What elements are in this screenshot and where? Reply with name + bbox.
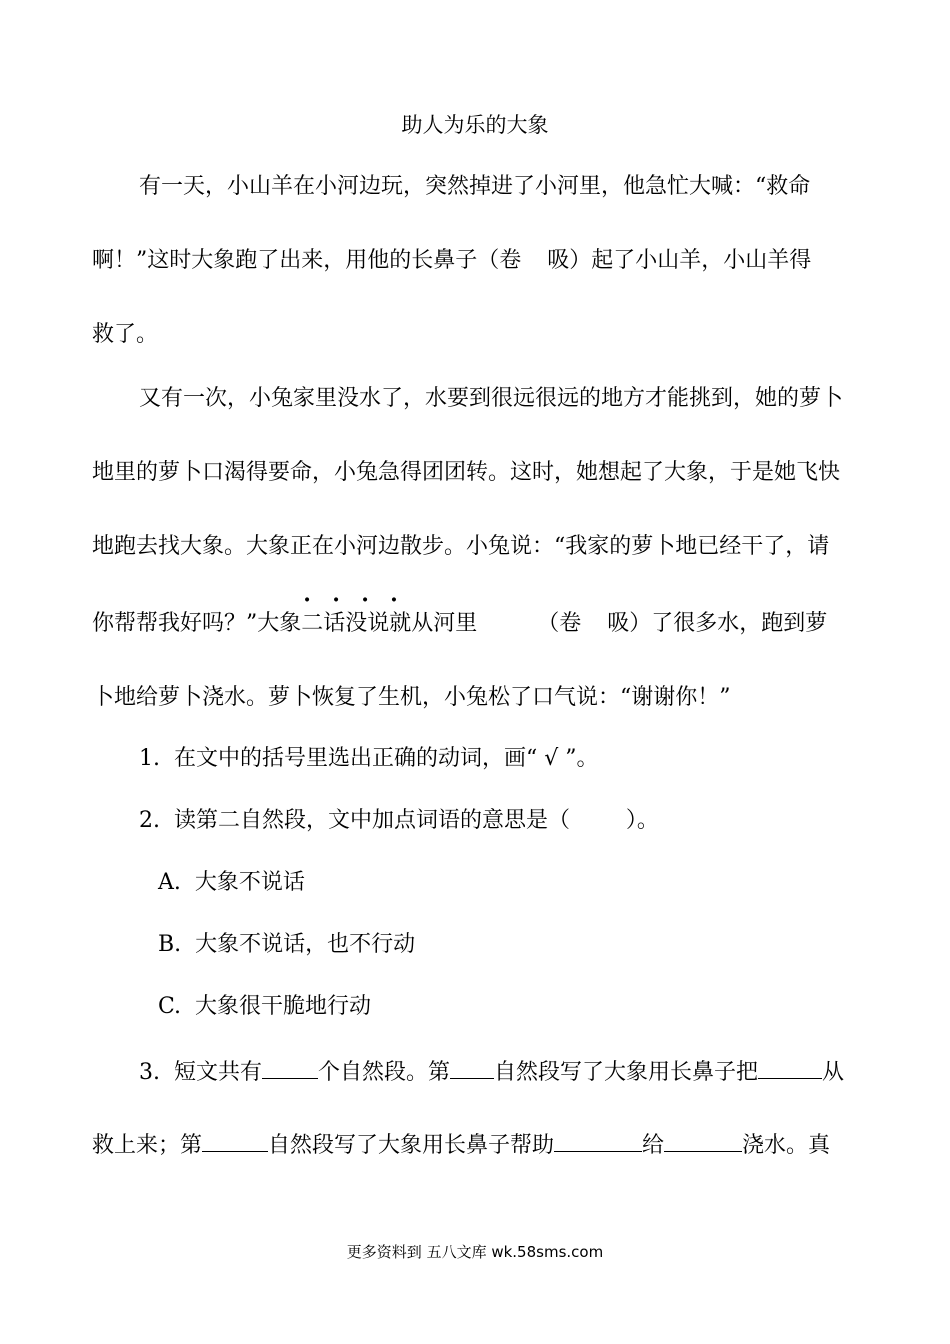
question-3-text5: 救上来；第 (92, 1133, 203, 1158)
paragraph1-line3: 救了。 (92, 322, 159, 347)
option-a: A. 大象不说话 (158, 870, 305, 895)
question-3-text7: 给 (642, 1133, 665, 1158)
paragraph2-line4-part4: 吸）了很多水，跑到萝 (607, 611, 828, 636)
option-c: C. 大象很干脆地行动 (158, 994, 372, 1019)
paragraph2-line1: 又有一次，小兔家里没水了，水要到很远很远的地方才能挑到，她的萝卜 (139, 386, 844, 411)
question-3-text8: 浇水。真 (742, 1133, 831, 1158)
answer-blank[interactable] (758, 1056, 822, 1079)
question-3-line1 (139, 1056, 844, 1088)
paragraph2-line4-part3: （卷 (537, 611, 582, 636)
answer-blank[interactable] (202, 1129, 268, 1152)
question-2: 2. 读第二自然段，文中加点词语的意思是（ ）。 (139, 808, 659, 833)
question-3-text1: 3. 短文共有 (139, 1060, 262, 1085)
answer-blank[interactable] (450, 1056, 494, 1079)
paragraph1-line2-part2: 吸）起了小山羊，小山羊得 (547, 248, 812, 273)
question-3-text2: 个自然段。第 (317, 1060, 450, 1085)
paragraph2-line5: 卜地给萝卜浇水。萝卜恢复了生机，小兔松了口气说：“谢谢你！” (92, 685, 731, 710)
emphasized-phrase: · · 二话没说 (301, 609, 389, 639)
paragraph1-line2 (92, 246, 811, 276)
paragraph1-line2-part1: 啊！”这时大象跑了出来，用他的长鼻子（卷 (92, 248, 522, 273)
paragraph2-line4-part1: 你帮帮我好吗？”大象 (92, 611, 302, 636)
paragraph2-line4-part2: 就从河里 (389, 611, 478, 636)
answer-blank[interactable] (262, 1056, 318, 1079)
answer-blank[interactable] (554, 1129, 642, 1152)
document-title: 助人为乐的大象 (401, 113, 549, 137)
answer-blank[interactable] (664, 1129, 742, 1152)
question-3-line2 (92, 1129, 830, 1161)
question-3-text6: 自然段写了大象用长鼻子帮助 (268, 1133, 555, 1158)
footer-source-link[interactable]: 更多资料到 五八文库 wk.58sms.com (346, 1243, 604, 1261)
question-3-text4: 从 (822, 1060, 845, 1085)
question-1: 1. 在文中的括号里选出正确的动词，画“ √ ”。 (139, 746, 599, 771)
question-3-text3: 自然段写了大象用长鼻子把 (494, 1060, 759, 1085)
paragraph2-line2: 地里的萝卜口渴得要命，小兔急得团团转。这时，她想起了大象，于是她飞快 (92, 460, 841, 485)
paragraph2-line4 (92, 609, 827, 639)
paragraph1-line1: 有一天，小山羊在小河边玩，突然掉进了小河里，他急忙大喊：“救命 (139, 174, 811, 199)
option-b: B. 大象不说话，也不行动 (158, 932, 416, 957)
paragraph2-line3: 地跑去找大象。大象正在小河边散步。小兔说：“我家的萝卜地已经干了，请 (92, 534, 830, 559)
